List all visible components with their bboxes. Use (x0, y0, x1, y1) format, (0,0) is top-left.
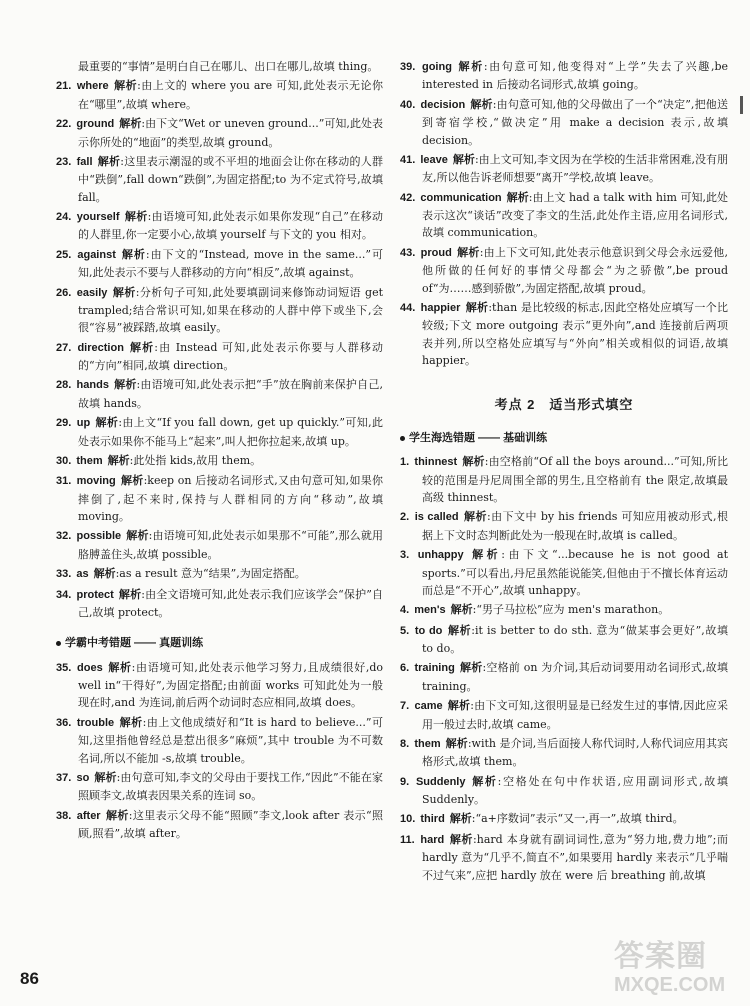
answer-word: hands (73, 379, 109, 392)
analysis-text: :由下文“Wet or uneven ground...”可知,此处表示你所处的“地面”的类型,故填 ground。 (78, 117, 383, 149)
analysis-text: :“a+序数词”表示“又一,再一”,故填 third。 (471, 812, 684, 826)
answer-word: is called (411, 511, 459, 524)
answer-word: proud (417, 246, 452, 259)
analysis-text: :keep on 后接动名词形式,又由句意可知,如果你摔倒了,起不来时,保持与人群相同的方向“移动”,故填 moving。 (78, 474, 384, 523)
answer-word: men's (411, 604, 446, 617)
analysis-text: :此处指 kids,故用 them。 (129, 453, 262, 467)
analysis-label: 解析 (447, 699, 471, 713)
item-number: 23. (56, 155, 72, 168)
item-number: 31. (56, 475, 72, 488)
answer-entry (56, 208, 383, 244)
item-number: 5. (400, 624, 410, 637)
answer-list (56, 659, 383, 843)
topic-title: 适当形式填空 (549, 397, 634, 413)
analysis-text: :hard 本身就有副词词性,意为“努力地,费力地”;而 hardly 意为“几乎不,简直不”,如果要用 hardly 来表示“几乎喘不过气来”,应把 hardly 放在 were 后 breathing 前,故填 (422, 832, 728, 882)
analysis-label: 解析 (120, 474, 144, 488)
answer-word: third (417, 813, 445, 826)
answer-word: communication (417, 191, 502, 204)
bullet-icon (400, 436, 405, 441)
analysis-text: :这里表示潮湿的或不平坦的地面会让你在移动的人群中“跌倒”,fall down“跌倒”,为固定搭配;to 为不定式符号,故填 fall。 (78, 154, 383, 204)
item-number: 26. (56, 286, 72, 299)
analysis-label: 解析 (447, 623, 472, 637)
answer-word: where (73, 80, 109, 93)
answer-word: came (411, 700, 443, 713)
analysis-text: :空格前 on 为介词,其后动词要用动名词形式,故填 training。 (422, 661, 729, 693)
analysis-label: 解析 (449, 812, 472, 826)
answer-entry (400, 58, 728, 94)
analysis-label: 解析 (124, 210, 148, 223)
watermark-title: 答案圈 (614, 940, 707, 973)
analysis-label: 解析 (452, 152, 475, 166)
analysis-label: 解析 (450, 603, 473, 617)
analysis-text: :由下文中 by his friends 可知应用被动形式,根据上下文时态判断此处为一般现在时,故填 is called。 (422, 510, 728, 542)
answer-entry (400, 189, 728, 242)
section-heading (56, 635, 383, 652)
analysis-text: :空格处在句中作状语,应用副词形式,故填 Suddenly。 (422, 774, 729, 807)
answer-word: decision (417, 98, 466, 111)
answer-entry (400, 453, 728, 506)
answer-word: training (411, 662, 455, 675)
analysis-label: 解析 (119, 715, 143, 729)
item-number: 2. (400, 511, 410, 524)
answer-entry (400, 659, 728, 695)
analysis-label: 解析 (107, 660, 132, 674)
analysis-label: 解析 (120, 247, 146, 261)
item-number: 11. (400, 833, 415, 846)
answer-entry (400, 299, 728, 370)
analysis-label: 解析 (94, 770, 117, 784)
answer-entry (56, 246, 383, 282)
answer-entry (56, 807, 383, 843)
analysis-text: :由语境可知,此处表示如果你发现“自己”在移动的人群里,你一定要小心,故填 yourself 与下文的 you 相对。 (78, 210, 384, 242)
answer-word: yourself (73, 211, 120, 223)
answer-entry (56, 659, 383, 712)
analysis-label: 解析 (468, 548, 502, 562)
answer-word: easily (73, 286, 108, 299)
answer-entry (400, 831, 728, 884)
analysis-label: 解析 (107, 453, 130, 467)
analysis-text: :as a result 意为“结果”,为固定搭配。 (115, 567, 306, 581)
page-edge-icon (738, 94, 748, 116)
analysis-label: 解析 (118, 587, 142, 601)
answer-word: thinnest (411, 456, 458, 469)
analysis-text: :这里表示父母不能“照顾”李文,look after 表示“照顾,照看”,故填 after。 (78, 808, 383, 840)
analysis-label: 解析 (456, 245, 480, 259)
item-number: 3. (400, 549, 410, 562)
analysis-text: :than 是比较级的标志,因此空格处应填写一个比较级;下文 more outgoing 表示“更外向”,and 连接前后两项表并列,所以空格处应填写与“外向”相关或相似的词语,故填 happier。 (422, 300, 728, 367)
answer-entry (56, 565, 383, 583)
answer-entry (400, 151, 728, 187)
item-number: 33. (56, 568, 72, 581)
answer-entry (56, 414, 383, 450)
answer-entry (400, 735, 728, 771)
item-number: 21. (56, 80, 72, 93)
answer-word: after (73, 809, 101, 822)
analysis-text: :由下文的“Instead, move in the same...”可知,此处表示不要与人群移动的方向“相反”,故填 against。 (78, 247, 383, 280)
answer-entry (56, 472, 383, 525)
topic-number: 考点 2 (494, 397, 536, 413)
answer-word: ground (73, 118, 115, 131)
answer-entry (400, 601, 728, 619)
analysis-label: 解析 (449, 832, 474, 846)
section-title: 学霸中考错题 —— 真题训练 (65, 637, 204, 650)
analysis-text: :由语境可知,此处表示如果那不“可能”,那么就用胳膊盖住头,故填 possible。 (78, 529, 383, 561)
page-number: 86 (20, 969, 39, 988)
answer-word: Suddenly (411, 775, 466, 788)
item-number: 25. (56, 248, 72, 261)
analysis-text: :由上文可知,李文因为在学校的生活非常困难,没有朋友,所以他告诉老师想要“离开”学校,故填 leave。 (422, 152, 728, 185)
answer-entry (56, 769, 383, 805)
left-column (56, 58, 383, 844)
analysis-label: 解析 (97, 154, 121, 168)
analysis-text: :由上文 had a talk with him 可知,此处表示这次“谈话”改变了李文的生活,此处作主语,应用名词形式,故填 communication。 (422, 190, 729, 240)
analysis-label: 解析 (456, 60, 484, 73)
answer-word: hard (416, 833, 445, 846)
analysis-label: 解析 (112, 285, 136, 299)
item-number: 9. (400, 775, 410, 788)
item-number: 8. (400, 737, 410, 750)
analysis-text: :由句意可知,李文的父母由于要找工作,“因此”不能在家照顾李文,故填表因果关系的连词 so。 (78, 770, 383, 803)
answer-word: up (73, 417, 91, 430)
item-number: 32. (56, 530, 72, 543)
analysis-text: :“男子马拉松”应为 men's marathon。 (472, 603, 670, 617)
analysis-label: 解析 (105, 808, 129, 822)
item-number: 43. (400, 246, 416, 259)
answer-entry (56, 115, 383, 151)
analysis-text: :由下文“...because he is not good at sports.”可以看出,丹尼虽然能说能笑,但他由于不擅长体育运动而总是“不开心”,故填 unhappy。 (422, 548, 728, 597)
analysis-label: 解析 (126, 529, 149, 543)
item-number: 29. (56, 417, 72, 430)
answer-word: possible (73, 530, 122, 543)
analysis-text: :由上文“If you fall down, get up quickly.”可知,此处表示如果你不能马上“起来”,叫人把你拉起来,故填 up。 (78, 416, 384, 448)
item-number: 34. (56, 588, 72, 601)
item-number: 24. (56, 211, 72, 223)
answer-word: going (417, 61, 452, 73)
answer-entry (56, 527, 383, 563)
analysis-label: 解析 (470, 97, 493, 111)
answer-entry (400, 810, 728, 828)
item-number: 6. (400, 662, 410, 675)
analysis-text: :由句意可知,他变得对“上学”失去了兴趣,be interested in 后接动名词形式,故填 going。 (422, 60, 728, 92)
analysis-label: 解析 (113, 378, 137, 392)
analysis-label: 解析 (113, 79, 138, 93)
answer-entry (56, 586, 383, 622)
answer-entry (56, 714, 383, 767)
answer-entry (400, 96, 728, 149)
analysis-text: :分析句子可知,此处要填副词来修饰动词短语 get trampled;结合常识可知,如果在移动的人群中停下或坐下,会很“容易”被踩踏,故填 easily。 (78, 285, 384, 335)
item-number: 10. (400, 813, 416, 826)
analysis-text: :由语境可知,此处表示他学习努力,且成绩很好,do well in“干得好”,为固定搭配;由前面 works 可知此处为一般现在时,and 为连词,前后两个动词时态应相同,故填 does。 (78, 660, 384, 710)
answer-entry (400, 244, 728, 297)
answer-word: moving (73, 475, 116, 488)
answer-word: as (73, 568, 89, 581)
analysis-text: :it is better to do sth. 意为“做某事会更好”,故填 to do。 (422, 623, 729, 656)
answer-entry (56, 376, 383, 412)
watermark-logo (614, 940, 734, 998)
answer-word: leave (417, 153, 448, 166)
section-title: 学生海选错题 —— 基础训练 (409, 431, 548, 444)
analysis-text: :由 Instead 可知,此处表示你要与人群移动的“方向”相同,故填 direction。 (78, 340, 383, 372)
answer-entry (400, 773, 728, 809)
answer-entry (400, 546, 728, 599)
item-number: 35. (56, 661, 72, 674)
continuation-text: 最重要的“事情”是明白自己在哪儿、出口在哪儿,故填 thing。 (78, 60, 379, 73)
analysis-label: 解析 (462, 455, 485, 469)
analysis-text: :由语境可知,此处表示把“手”放在胸前来保护自己,故填 hands。 (78, 378, 384, 410)
answer-word: so (73, 771, 90, 784)
item-number: 41. (400, 153, 416, 166)
item-number: 36. (56, 716, 72, 729)
analysis-label: 解析 (465, 300, 489, 314)
answer-list (56, 77, 383, 621)
answer-list (400, 453, 728, 884)
bullet-icon (56, 641, 61, 646)
answer-word: to do (411, 624, 443, 637)
item-number: 1. (400, 456, 410, 469)
analysis-text: :由全文语境可知,此处表示我们应该学会“保护”自己,故填 protect。 (78, 587, 383, 619)
item-number: 42. (400, 191, 416, 204)
answer-word: protect (73, 588, 114, 601)
answer-word: trouble (73, 716, 115, 729)
item-number: 7. (400, 700, 410, 713)
item-number: 44. (400, 301, 416, 314)
item-number: 37. (56, 771, 72, 784)
answer-word: fall (73, 155, 93, 168)
analysis-text: :由句意可知,他的父母做出了一个“决定”,把他送到寄宿学校,“做决定”用 make a decision 表示,故填 decision。 (422, 97, 728, 147)
item-number: 38. (56, 809, 72, 822)
analysis-text: :由上文的 where you are 可知,此处表示无论你在“哪里”,故填 where。 (78, 79, 384, 111)
item-number: 30. (56, 454, 72, 467)
analysis-text: :由上文他成绩好和“It is hard to believe...”可知,这里指他曾经总是惹出很多“麻烦”,其中 trouble 为不可数名词,所以不能加 -s,故填 trouble。 (78, 715, 383, 765)
answer-entry (56, 284, 383, 337)
answer-word: does (73, 661, 103, 674)
right-column (400, 58, 728, 886)
section-heading (400, 430, 728, 447)
analysis-label: 解析 (119, 117, 142, 131)
answer-entry (56, 452, 383, 470)
answer-entry (56, 153, 383, 206)
analysis-label: 解析 (459, 661, 483, 675)
analysis-label: 解析 (128, 340, 155, 354)
answer-entry (56, 339, 383, 375)
answer-entry (56, 77, 383, 113)
item-number: 4. (400, 604, 410, 617)
analysis-label: 解析 (95, 416, 119, 430)
analysis-text: :由空格前“Of all the boys around...”可知,所比较的范围是丹尼周围全部的男生,且空格前有 the 限定,故填最高级 thinnest。 (422, 455, 728, 505)
answer-word: against (73, 248, 116, 261)
topic-heading (400, 395, 728, 416)
analysis-label: 解析 (445, 736, 468, 750)
analysis-label: 解析 (93, 567, 116, 581)
analysis-label: 解析 (463, 510, 487, 524)
answer-entry (400, 508, 728, 544)
item-number: 27. (56, 341, 72, 354)
analysis-text: :with 是介词,当后面接人称代词时,人称代词应用其宾格形式,故填 them。 (422, 736, 729, 769)
answer-word: direction (73, 341, 124, 354)
answer-entry (400, 622, 728, 658)
item-number: 22. (56, 118, 72, 131)
watermark-url: MXQE.COM (614, 974, 726, 996)
answer-list (400, 58, 728, 369)
item-number: 40. (400, 98, 416, 111)
analysis-label: 解析 (470, 774, 498, 788)
answer-word: unhappy (411, 549, 464, 562)
item-number: 39. (400, 61, 416, 73)
analysis-text: :由下文可知,这很明显是已经发生过的事情,因此应采用一般过去时,故填 came。 (422, 699, 728, 731)
analysis-text: :由上下文可知,此处表示他意识到父母会永远爱他,他所做的任何好的事情父母都会“为之骄傲”,be proud of“为……感到骄傲”,为固定搭配,故填 proud。 (422, 245, 729, 295)
analysis-label: 解析 (506, 190, 529, 204)
item-number: 28. (56, 379, 72, 392)
answer-word: them (411, 737, 441, 750)
answer-word: happier (417, 301, 461, 314)
answer-entry (400, 697, 728, 733)
answer-word: them (73, 454, 103, 467)
